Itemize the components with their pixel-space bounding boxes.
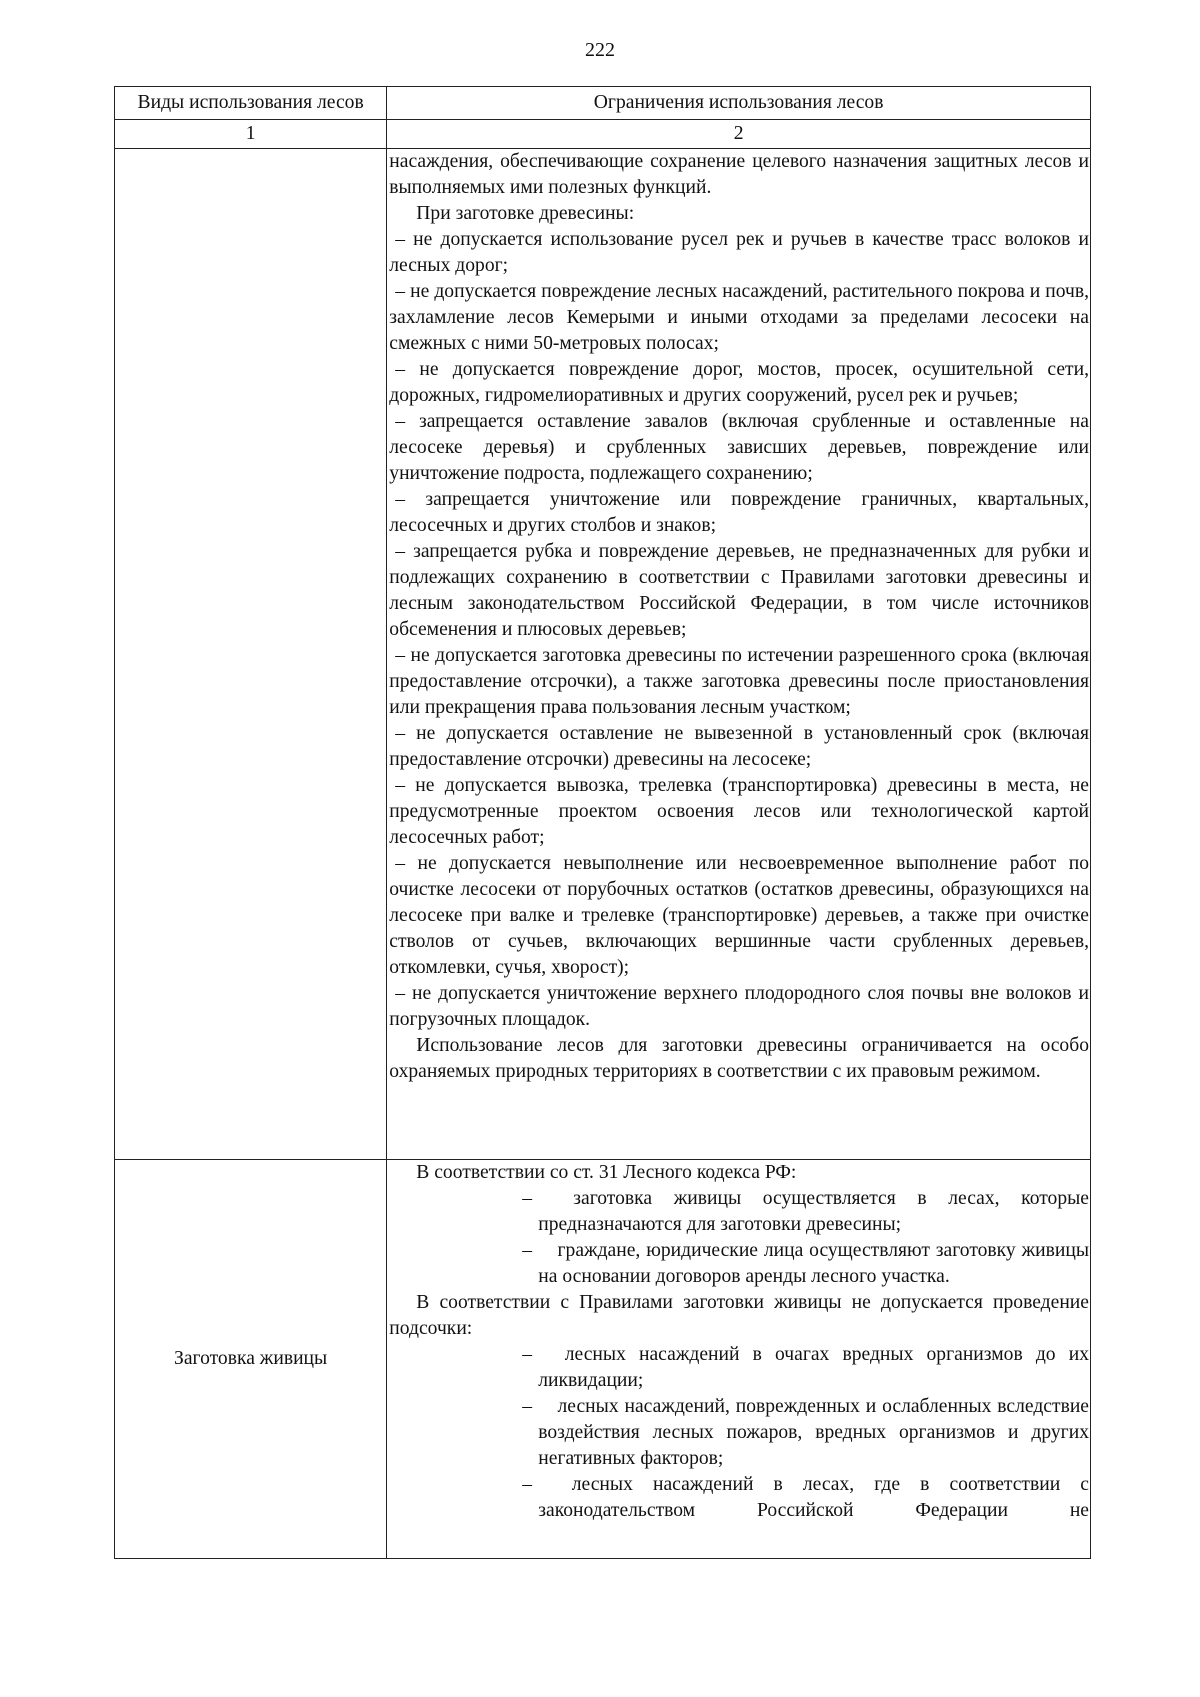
- table-row-timber-harvesting: [115, 149, 1091, 1160]
- row1-list-item: – не допускается повреждение лесных насаждений, растительного покрова и почв, захламление лесов Кемерыми и иными отходами за пределами лесосеки на смежных с ними 50-метровых полосах;: [389, 281, 1089, 354]
- restrictions-table: [114, 86, 1091, 1559]
- row2-list-item: – заготовка живицы осуществляется в лесах, которые предназначаются для заготовки древесины;: [522, 1188, 1089, 1235]
- row2-list-item: – граждане, юридические лица осуществляют заготовку живицы на основании договоров аренды лесного участка.: [522, 1240, 1089, 1287]
- column-number-2: 2: [387, 120, 1091, 149]
- row2-use-type: Заготовка живицы: [115, 1160, 387, 1559]
- row1-list-item: – не допускается заготовка древесины по истечении разрешенного срока (включая предоставление отсрочки), а также заготовка древесины после приостановления или прекращения права пользования лесным участком;: [389, 645, 1089, 718]
- page-number: 222: [585, 39, 615, 61]
- row1-paragraph: При заготовке древесины:: [416, 203, 635, 224]
- column-number-row: [115, 120, 1091, 149]
- row1-restrictions: [387, 149, 1091, 1160]
- row2-restrictions: [387, 1160, 1091, 1559]
- row1-list-item: – не допускается повреждение дорог, мостов, просек, осушительной сети, дорожных, гидромелиоративных и других сооружений, русел рек и ручьев;: [389, 359, 1089, 406]
- row2-intro: В соответствии со ст. 31 Лесного кодекса РФ:: [416, 1162, 797, 1183]
- row1-use-type: [115, 149, 387, 1160]
- row1-list-item: – запрещается оставление завалов (включая срубленные и оставленные на лесосеке деревья) и срубленных зависших деревьев, повреждение или уничтожение подроста, подлежащего сохранению;: [389, 411, 1089, 484]
- row2-list-item: – лесных насаждений в лесах, где в соответствии с законодательством Российской Федерации не: [522, 1474, 1089, 1521]
- row2-list-item: – лесных насаждений, поврежденных и ослабленных вследствие воздействия лесных пожаров, вредных организмов и других негативных факторов;: [522, 1396, 1089, 1469]
- row2-list-item: – лесных насаждений в очагах вредных организмов до их ликвидации;: [522, 1344, 1089, 1391]
- row1-list-item: – не допускается уничтожение верхнего плодородного слоя почвы вне волоков и погрузочных площадок.: [389, 983, 1089, 1030]
- row2-intro: В соответствии с Правилами заготовки живицы не допускается проведение подсочки:: [389, 1292, 1089, 1339]
- row1-paragraph: Использование лесов для заготовки древесины ограничивается на особо охраняемых природных территориях в соответствии с их правовым режимом.: [389, 1035, 1089, 1082]
- row1-list-item: – запрещается рубка и повреждение деревьев, не предназначенных для рубки и подлежащих сохранению в соответствии с Правилами заготовки древесины и лесным законодательством Российской Федерации, в том числе источников обсеменения и плюсовых деревьев;: [389, 541, 1089, 640]
- column-number-1: 1: [115, 120, 387, 149]
- table-header-row: [115, 87, 1091, 120]
- row1-list-item: – запрещается уничтожение или повреждение граничных, квартальных, лесосечных и других столбов и знаков;: [389, 489, 1089, 536]
- header-col2: Ограничения использования лесов: [387, 87, 1091, 120]
- row1-paragraph: насаждения, обеспечивающие сохранение целевого назначения защитных лесов и выполняемых ими полезных функций.: [389, 151, 1089, 198]
- table-row-resin-harvesting: [115, 1160, 1091, 1559]
- row1-list-item: – не допускается вывозка, трелевка (транспортировка) древесины в места, не предусмотренные проектом освоения лесов или технологической картой лесосечных работ;: [389, 775, 1089, 848]
- header-col1: Виды использования лесов: [115, 87, 387, 120]
- row1-list-item: – не допускается невыполнение или несвоевременное выполнение работ по очистке лесосеки от порубочных остатков (остатков древесины, образующихся на лесосеке при валке и трелевке (транспортировке) деревьев, а также при очистке стволов от сучьев, включающих вершинные части срубленных деревьев, откомлевки, сучья, хворост);: [389, 853, 1089, 978]
- row1-list-item: – не допускается использование русел рек и ручьев в качестве трасс волоков и лесных дорог;: [389, 229, 1089, 276]
- row1-list-item: – не допускается оставление не вывезенной в установленный срок (включая предоставление отсрочки) древесины на лесосеке;: [389, 723, 1089, 770]
